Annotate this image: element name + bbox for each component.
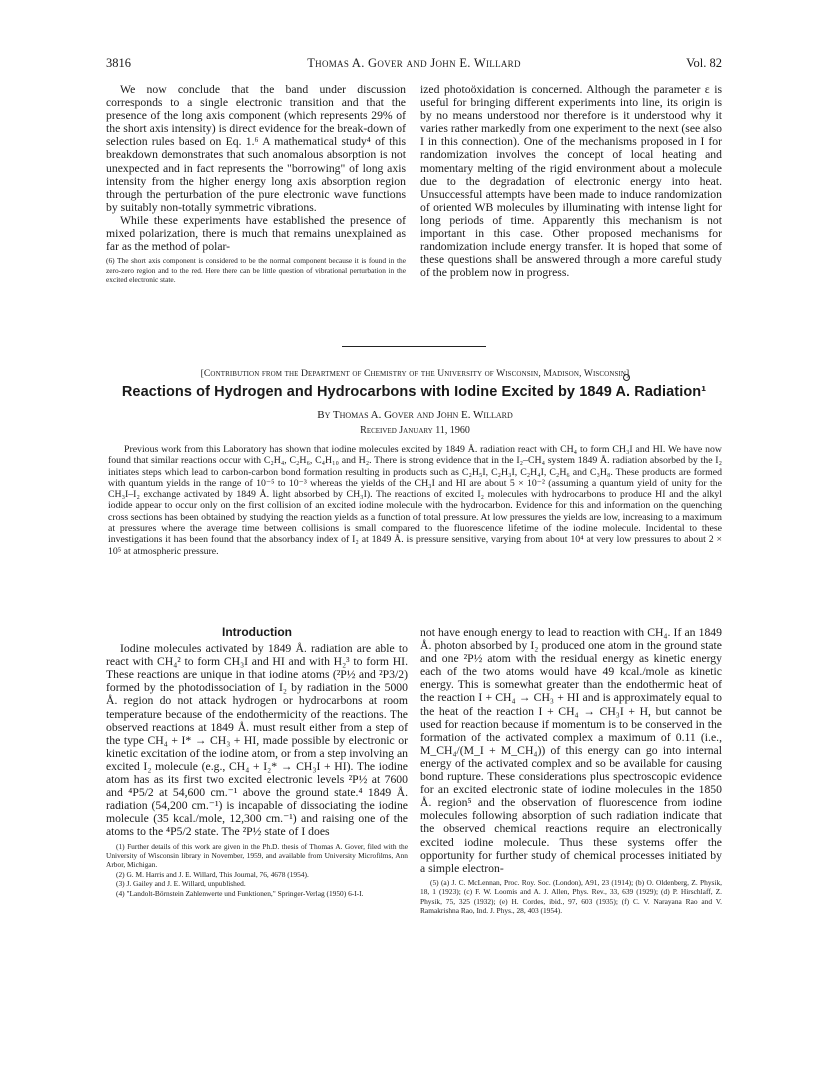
body-paragraph: While these experiments have established the presence of mixed polarization, there is much that remains unexplained as far as the method of polar- xyxy=(106,213,406,254)
abstract xyxy=(108,444,722,557)
footnote-6: (6) The short axis component is considered to be the normal component because it is found in the zero-zero region and to the red. Here there can be little question of vibrational perturbation in the excited electronic state. xyxy=(106,256,406,285)
top-left-column xyxy=(106,83,406,284)
page-number: 3816 xyxy=(106,56,131,70)
footnote-3: (3) J. Gailey and J. E. Willard, unpublished. xyxy=(116,879,246,889)
contribution-line: [Contribution from the Department of Chemistry of the University of Wisconsin, Madison, Wisconsin] xyxy=(200,368,630,379)
article-title: Reactions of Hydrogen and Hydrocarbons with Iodine Excited by 1849 A. Radiation¹ xyxy=(121,384,707,400)
received-date: Received January 11, 1960 xyxy=(360,425,470,436)
body-paragraph: We now conclude that the band under discussion corresponds to a single electronic transition and that the presence of the long axis component (which represents 29% of the short axis intensity) is direct evidence for the break-down of selection rules based on Eq. 1.⁶ A mathematical study⁴ of this breakdown demonstrates that such anomalous absorption is not unexpected and in fact represents the "borrowing" of long axis intensity from the higher energy long axis absorption region through the perturbation of the pure electronic wave functions by suitably non-totally symmetric vibrations. xyxy=(106,83,406,214)
running-title: Thomas A. Gover and John E. Willard xyxy=(307,56,521,70)
footnotes-right xyxy=(420,878,722,916)
footnote-4: (4) "Landolt-Börnstein Zahlenwerte und Funktionen," Springer-Verlag (1950) 6-I-I. xyxy=(116,888,364,898)
footnote-2: (2) G. M. Harris and J. E. Willard, This Journal, 76, 4678 (1954). xyxy=(116,869,309,879)
author-byline: By Thomas A. Gover and John E. Willard xyxy=(317,409,513,421)
footnote-1: (1) Further details of this work are given in the Ph.D. thesis of Thomas A. Gover, filed with the University of Wisconsin library in November, 1959, and available from University Microfilms, Ann Arbor, Michigan. xyxy=(106,841,408,870)
footnote-5: (5) (a) J. C. McLennan, Proc. Roy. Soc. (London), A91, 23 (1914); (b) O. Oldenberg, Z. Physik, 18, 1 (1923); (c) F. W. Loomis and A. J. Allen, Phys. Rev., 33, 639 (1929); (d) P. Hirschlaff, Z. Physik, 75, 325 (1932); (e) H. Cordes, ibid., 97, 603 (1935); (f) C. V. Narayana Rao and V. Ramakrishna Rao, Ind. J. Phys., 28, 403 (1954). xyxy=(420,877,722,915)
volume-label: Vol. 82 xyxy=(686,56,722,70)
body-paragraph: ized photoöxidation is concerned. Although the parameter ε is useful for bringing different experiments into line, its origin is by no means understood nor therefore is it understood why it varies rather markedly from one experiment to the next (see also I in this connection). One of the mechanisms proposed in I for randomization involves the concept of local heating and momentary melting of the rigid environment about a molecule due to the degradation of electronic energy into heat. Unsuccessful attempts have been made to induce randomization of oriented WB molecules by illuminating with intense light for long periods of time. Apparently this mechanism is not important in this case. Other proposed mechanisms for randomization include energy transfer. It is hoped that some of these questions shall be answered through a more careful study of the problem now in progress. xyxy=(420,83,722,280)
running-header xyxy=(106,56,722,72)
body-paragraph: not have enough energy to lead to reaction with CH₄. If an 1849 Å. photon absorbed by I₂ produced one atom in the ground state and one ²P½ atom with the residual energy as kinetic energy each of the two atoms would have 49 kcal./mole as kinetic energy. This is somewhat greater than the endothermic heat of the reaction I + CH₄ → CH₃ + HI and is approximately equal to the heat of the reaction I + CH₄ → CH₃I + H, but cannot be used for reaction because if momentum is to be conserved in the formation of the activated complex a maximum of 0.11 (i.e., M_CH₄/(M_I + M_CH₄)) of this energy can go into internal energy of the activated complex and so be available for causing bond rupture. These considerations plus spectroscopic evidence for an excited electronic state of iodine molecules in the 1850 Å. region⁵ and the observation of fluorescence from iodine molecules following absorption of such radiation indicate that the observed chemical reactions require an electronically excited iodine molecule. Thus these systems offer the opportunity for further study of chemical processes initiated by a simple electron- xyxy=(420,626,722,875)
angstrom-ring-icon xyxy=(623,374,630,381)
footnotes-left xyxy=(106,842,408,898)
intro-left-column xyxy=(106,626,408,898)
intro-right-column xyxy=(420,626,722,915)
top-right-column xyxy=(420,83,722,279)
section-divider xyxy=(342,346,486,347)
body-paragraph: Iodine molecules activated by 1849 Å. radiation are able to react with CH₄² to form CH₃I and HI and with H₂³ to form HI. These reactions are unique in that iodine atoms (²P½ and ²P3/2) formed by the photodissociation of I₂ by radiation in the 5000 Å. region do not attack hydrogen or hydrocarbons at room temperature because of the endothermicity of the reactions. The observed reactions at 1849 Å. must result either from a step of the type CH₄ + I* → CH₃ + HI, made possible by electronic or kinetic excitation of the iodine atom, or from a step involving an excited I₂ molecule (e.g., CH₄ + I₂* → CH₃I + HI). The iodine atom has as its first two excited electronic levels ²P½ at 7600 and ⁴P5/2 at 54,600 cm.⁻¹ above the ground state.⁴ 1849 Å. radiation (54,200 cm.⁻¹) is incapable of dissociating the iodine molecule (35 kcal./mole, 12,300 cm.⁻¹) and raising one of the atoms to the ⁴P5/2 state. The ²P½ state of I does xyxy=(106,642,408,839)
abstract-text: Previous work from this Laboratory has shown that iodine molecules excited by 1849 Å. radiation react with CH₄ to form CH₃I and HI. We have now found that similar reactions occur with C₂H₄, C₂H₆, C₄H₁₀ and H₂. There is strong evidence that in the I₂–CH₄ system 1849 Å. radiation absorbed by the I₂ initiates steps which lead to carbon-carbon bond formation resulting in products such as C₂H₅I, C₂H₃I, C₂H₄I, C₂H₆ and C₃H₈. These products are formed with quantum yields in the range of 10⁻⁵ to 10⁻³ whereas the yields of the CH₃I and HI are about 5 × 10⁻² (assuming a quantum yield of unity for the CH₃I–I₂ exchange activated by 1849 Å. light absorbed by CH₃I). The reactions of excited I₂ molecules with hydrocarbons to produce HI and the alkyl iodide appear to occur only on the first collision of an excited iodine molecule with the hydrocarbon. Evidence for this and information on the quenching cross sections has been obtained by studying the reaction yields as a function of total pressure. At low pressures the yields are low, increasing to a maximum at pressures where the average time between collisions is small compared to the fluorescence lifetime of the iodine molecule. Incidental to these investigations it has been found that the absorbancy index of I₂ at 1849 Å. is pressure sensitive, varying from about 10⁴ at very low pressures to about 2 × 10⁵ at atmospheric pressure. xyxy=(108,444,722,557)
section-heading: Introduction xyxy=(222,625,292,639)
